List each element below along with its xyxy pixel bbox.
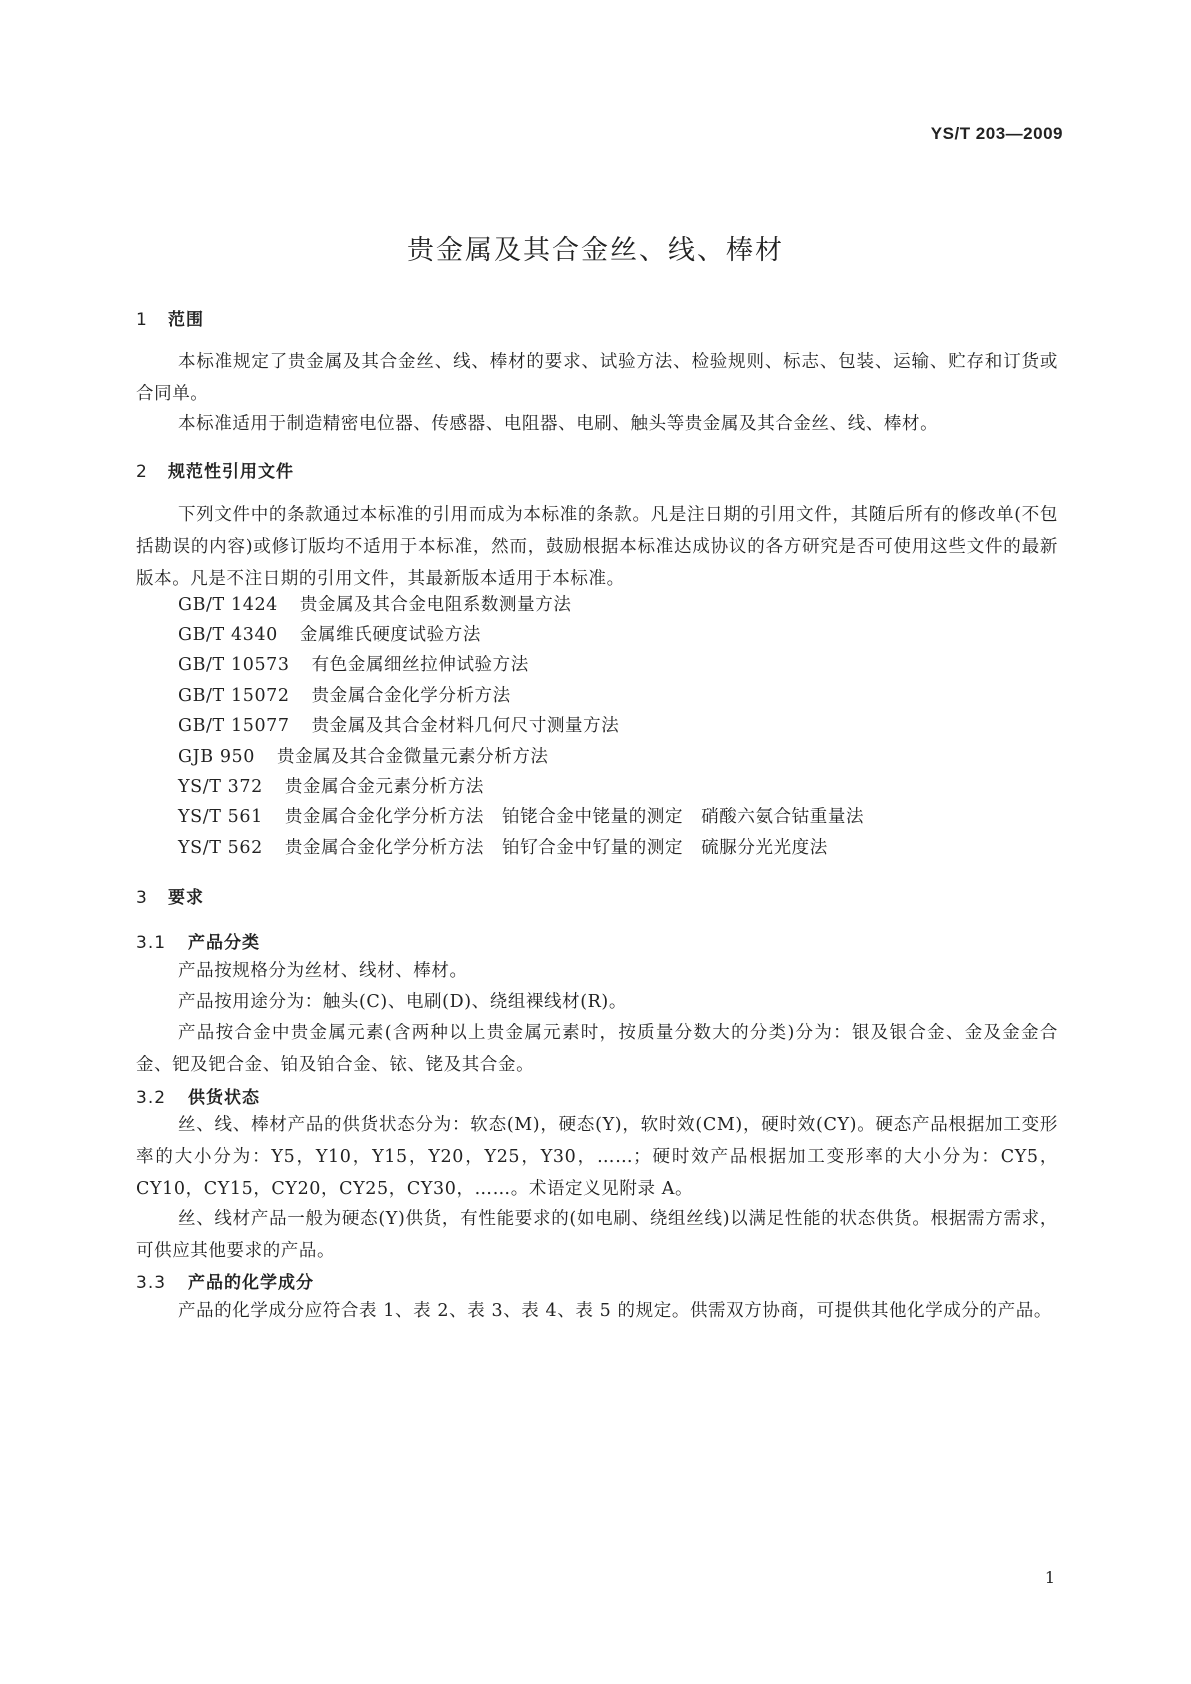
section-1-heading <box>136 305 204 330</box>
subsection-3-1-paragraph-2: 产品按用途分为：触头(C)、电刷(D)、绕组裸线材(R)。 <box>178 992 627 1012</box>
reference-title: 贵金属及其合金材料几何尺寸测量方法 <box>311 716 620 736</box>
section-1-paragraph-1: 本标准规定了贵金属及其合金丝、线、棒材的要求、试验方法、检验规则、标志、包装、运输、贮存和订货或合同单。 <box>136 352 1058 404</box>
subsection-title: 产品的化学成分 <box>188 1273 314 1293</box>
section-number: 1 <box>136 310 148 330</box>
reference-item <box>178 743 549 768</box>
subsection-3-2-paragraph-2: 丝、线材产品一般为硬态(Y)供货，有性能要求的(如电刷、绕组丝线)以满足性能的状态供货。根据需方需求，可供应其他要求的产品。 <box>136 1209 1058 1261</box>
reference-item <box>178 591 571 616</box>
reference-title: 贵金属合金化学分析方法 铂钌合金中钌量的测定 硫脲分光光度法 <box>284 838 828 858</box>
section-number: 3 <box>136 888 148 908</box>
reference-item <box>178 682 511 707</box>
subsection-number: 3.1 <box>136 933 167 953</box>
reference-code: GB/T 1424 <box>178 595 278 615</box>
reference-code: GJB 950 <box>178 747 256 767</box>
subsection-3-1-paragraph-3: 产品按合金中贵金属元素(含两种以上贵金属元素时，按质量分数大的分类)分为：银及银合金、金及金金合金、钯及钯合金、铂及铂合金、铱、铑及其合金。 <box>136 1023 1058 1075</box>
reference-title: 贵金属合金化学分析方法 <box>311 686 511 706</box>
subsection-3-2-heading <box>136 1083 260 1108</box>
section-2-heading <box>136 457 294 482</box>
reference-title: 贵金属及其合金微量元素分析方法 <box>277 747 549 767</box>
reference-item <box>178 712 619 737</box>
subsection-title: 供货状态 <box>188 1088 260 1108</box>
reference-code: GB/T 4340 <box>178 625 278 645</box>
reference-item <box>178 803 864 828</box>
reference-item <box>178 834 828 859</box>
subsection-number: 3.3 <box>136 1273 167 1293</box>
document-title: 贵金属及其合金丝、线、棒材 <box>407 235 784 266</box>
subsection-3-1-paragraph-1: 产品按规格分为丝材、线材、棒材。 <box>178 961 468 981</box>
subsection-number: 3.2 <box>136 1088 167 1108</box>
reference-item <box>178 773 484 798</box>
section-title: 要求 <box>168 888 204 908</box>
standard-code: YS/T 203—2009 <box>930 124 1063 143</box>
subsection-3-3-heading <box>136 1268 314 1293</box>
reference-item <box>178 651 529 676</box>
reference-title: 有色金属细丝拉伸试验方法 <box>311 655 529 675</box>
subsection-3-3-paragraph-1: 产品的化学成分应符合表 1、表 2、表 3、表 4、表 5 的规定。供需双方协商，可提供其他化学成分的产品。 <box>178 1301 1052 1321</box>
reference-title: 金属维氏硬度试验方法 <box>299 625 481 645</box>
section-title: 规范性引用文件 <box>168 462 294 482</box>
reference-code: GB/T 15077 <box>178 716 290 736</box>
subsection-3-2-paragraph-1: 丝、线、棒材产品的供货状态分为：软态(M)，硬态(Y)，软时效(CM)，硬时效(CY)。硬态产品根据加工变形率的大小分为：Y5，Y10，Y15，Y20，Y25，Y30，……；硬时效产品根据加工变形率的大小分为：CY5，CY10，CY15，CY20，CY25，CY30，……。术语定义见附录 A。 <box>136 1115 1058 1199</box>
section-2-paragraph-1: 下列文件中的条款通过本标准的引用而成为本标准的条款。凡是注日期的引用文件，其随后所有的修改单(不包括勘误的内容)或修订版均不适用于本标准，然而，鼓励根据本标准达成协议的各方研究是否可使用这些文件的最新版本。凡是不注日期的引用文件，其最新版本适用于本标准。 <box>136 505 1058 589</box>
reference-title: 贵金属合金元素分析方法 <box>284 777 484 797</box>
page-number: 1 <box>1044 1568 1055 1587</box>
reference-code: YS/T 372 <box>178 777 263 797</box>
reference-title: 贵金属及其合金电阻系数测量方法 <box>299 595 572 615</box>
reference-title: 贵金属合金化学分析方法 铂铑合金中铑量的测定 硝酸六氨合钴重量法 <box>284 807 865 827</box>
section-3-heading <box>136 883 204 908</box>
reference-code: GB/T 15072 <box>178 686 290 706</box>
reference-code: GB/T 10573 <box>178 655 290 675</box>
section-title: 范围 <box>168 310 204 330</box>
section-number: 2 <box>136 462 148 482</box>
section-1-paragraph-2: 本标准适用于制造精密电位器、传感器、电阻器、电刷、触头等贵金属及其合金丝、线、棒材。 <box>178 414 939 434</box>
reference-item <box>178 621 481 646</box>
subsection-title: 产品分类 <box>188 933 260 953</box>
subsection-3-1-heading <box>136 928 260 953</box>
reference-code: YS/T 561 <box>178 807 263 827</box>
reference-code: YS/T 562 <box>178 838 263 858</box>
